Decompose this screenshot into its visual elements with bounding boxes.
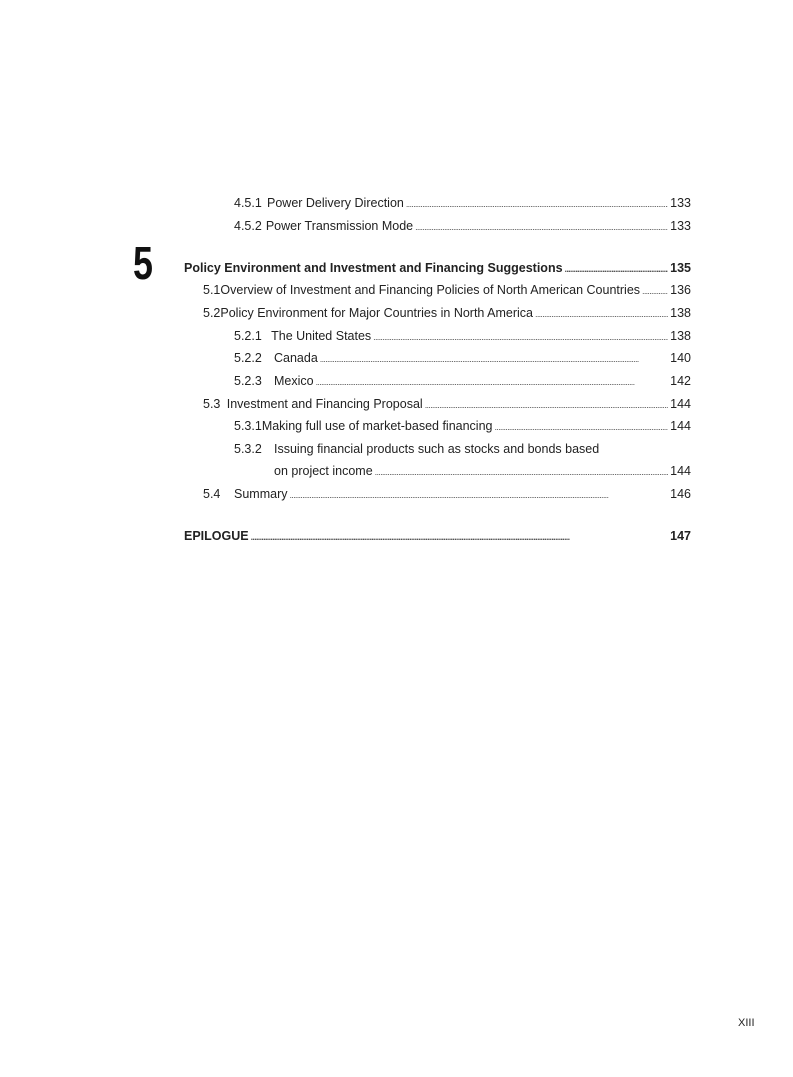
entry-page: 144 — [670, 397, 691, 411]
toc-epilogue[interactable] — [184, 528, 691, 545]
entry-page: 144 — [670, 419, 691, 433]
epilogue-title: EPILOGUE — [184, 529, 249, 543]
dot-leader — [406, 196, 668, 212]
entry-title: Overview of Investment and Financing Policies of North American Countries — [220, 283, 641, 297]
entry-number: 5.2.2 — [234, 351, 262, 365]
entry-page: 146 — [670, 487, 691, 501]
dot-leader — [289, 487, 668, 503]
entry-title: Summary — [234, 487, 288, 501]
toc-entry-5-2[interactable] — [203, 305, 691, 322]
dot-leader — [535, 306, 668, 322]
dot-leader — [415, 219, 668, 235]
dot-leader — [642, 283, 668, 299]
chapter-page: 135 — [670, 261, 691, 275]
entry-number: 5.2.1 — [234, 329, 262, 343]
entry-number: 5.2 — [203, 306, 221, 320]
dot-leader — [495, 419, 669, 435]
entry-title-line1: Issuing financial products such as stocks and bonds based — [274, 442, 600, 456]
toc-entry-5-3[interactable] — [203, 396, 691, 413]
entry-page: 138 — [670, 306, 691, 320]
dot-leader — [425, 397, 668, 413]
dot-leader — [373, 329, 668, 345]
entry-number: 5.1 — [203, 283, 221, 297]
entry-title: Canada — [274, 351, 318, 365]
entry-page: 138 — [670, 329, 691, 343]
entry-title: Power Transmission Mode — [265, 219, 414, 233]
entry-title: Investment and Financing Proposal — [226, 397, 423, 411]
toc-entry-5-4[interactable] — [203, 486, 691, 503]
toc-entry-4-5-2[interactable] — [234, 218, 691, 235]
toc-entry-5-3-2[interactable] — [234, 441, 599, 457]
entry-page: 144 — [670, 464, 691, 478]
entry-page: 136 — [670, 283, 691, 297]
entry-title: Making full use of market-based financing — [261, 419, 493, 433]
entry-page: 142 — [670, 374, 691, 388]
entry-number: 5.2.3 — [234, 374, 262, 388]
entry-number: 4.5.1 — [234, 196, 262, 210]
toc-entry-5-3-1[interactable] — [234, 418, 691, 435]
entry-title: Policy Environment for Major Countries in North America — [220, 306, 534, 320]
page-folio: XIII — [738, 1017, 755, 1029]
chapter-title: Policy Environment and Investment and Financing Suggestions — [184, 261, 563, 275]
entry-title: Power Delivery Direction — [267, 196, 404, 210]
dot-leader — [565, 261, 669, 277]
entry-number: 4.5.2 — [234, 219, 262, 233]
epilogue-page: 147 — [670, 529, 691, 543]
toc-entry-4-5-1[interactable] — [234, 195, 691, 212]
entry-page: 133 — [670, 196, 691, 210]
toc-entry-5-1[interactable] — [203, 282, 691, 299]
entry-number: 5.3 — [203, 397, 221, 411]
entry-page: 140 — [670, 351, 691, 365]
dot-leader — [375, 464, 668, 480]
dot-leader — [320, 351, 668, 367]
entry-title: Mexico — [274, 374, 314, 388]
entry-page: 133 — [670, 219, 691, 233]
entry-title-line2: on project income — [274, 464, 373, 478]
entry-number: 5.3.2 — [234, 442, 262, 456]
toc-entry-5-2-2[interactable] — [234, 350, 691, 367]
entry-number: 5.4 — [203, 487, 221, 501]
toc-chapter-5[interactable] — [184, 260, 691, 277]
toc-entry-5-2-3[interactable] — [234, 373, 691, 390]
toc-entry-5-3-2-continued[interactable] — [274, 463, 691, 480]
dot-leader — [251, 529, 669, 545]
chapter-number: 5 — [133, 237, 153, 289]
entry-title: The United States — [271, 329, 372, 343]
toc-entry-5-2-1[interactable] — [234, 328, 691, 345]
dot-leader — [316, 374, 669, 390]
entry-number: 5.3.1 — [234, 419, 262, 433]
